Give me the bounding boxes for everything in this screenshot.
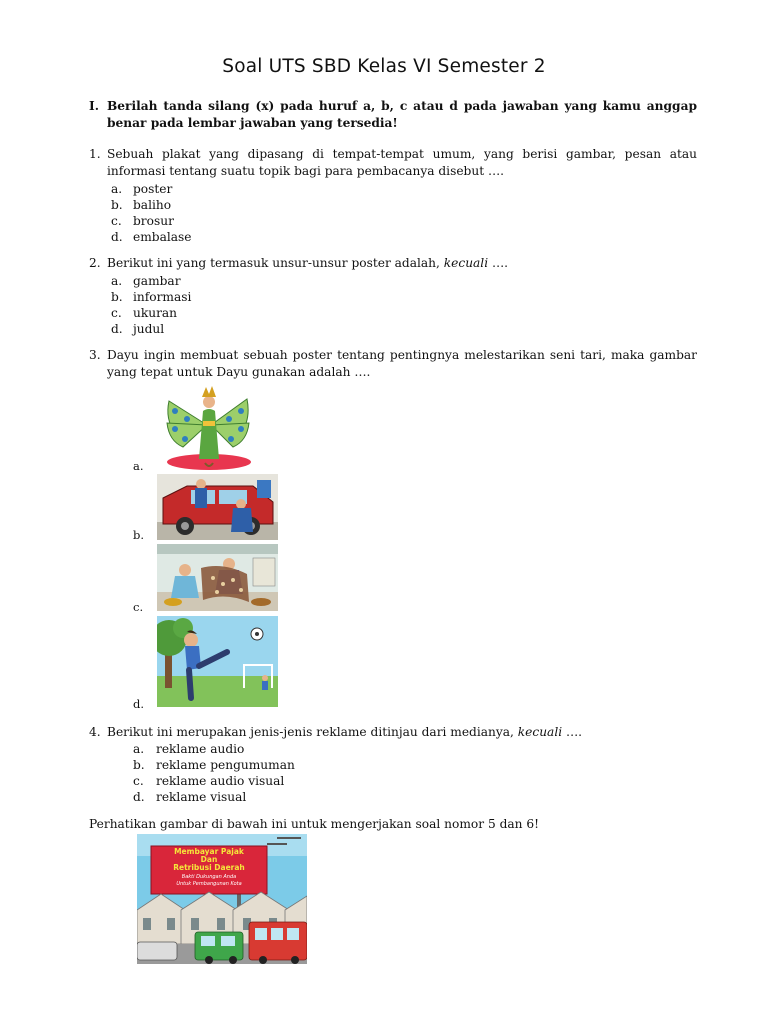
option-letter: b.	[111, 198, 123, 212]
option-text: gambar	[133, 274, 181, 288]
question-2	[89, 255, 697, 337]
option-text: brosur	[133, 214, 174, 228]
option-text: reklame audio visual	[156, 774, 285, 788]
option-text: reklame pengumuman	[156, 758, 295, 772]
instruction-number: I.	[89, 99, 99, 113]
option-b[interactable]	[89, 289, 697, 305]
option-letter: b.	[133, 758, 145, 772]
option-letter: c.	[133, 774, 144, 788]
billboard-line-2: Dan	[200, 855, 218, 864]
option-b[interactable]	[89, 757, 697, 773]
question-4	[89, 724, 697, 805]
question-text-part: ….	[488, 256, 509, 270]
car-repair-illustration	[157, 474, 278, 540]
option-letter: a.	[111, 274, 123, 288]
question-emphasis: kecuali	[443, 256, 489, 270]
question-text	[107, 724, 697, 741]
option-c-image[interactable]	[157, 544, 278, 611]
billboard-line-4: Bakti Dukungan Anda	[181, 874, 237, 880]
option-d-image[interactable]	[157, 616, 278, 707]
option-a[interactable]	[89, 741, 697, 757]
option-letter: d.	[111, 322, 123, 336]
question-text-part: Berikut ini yang termasuk unsur-unsur poster adalah,	[107, 256, 444, 270]
question-number: 3.	[89, 348, 101, 362]
option-list	[89, 741, 697, 805]
instruction	[89, 98, 697, 132]
option-a[interactable]	[89, 181, 697, 197]
instruction-note: Perhatikan gambar di bawah ini untuk mengerjakan soal nomor 5 dan 6!	[89, 817, 540, 831]
option-a-image[interactable]	[163, 385, 251, 471]
question-emphasis: kecuali	[517, 725, 563, 739]
option-c[interactable]	[89, 773, 697, 789]
option-text: reklame audio	[156, 742, 245, 756]
option-c-letter: c.	[133, 600, 144, 614]
option-letter: c.	[111, 214, 122, 228]
boy-kicking-ball-illustration	[157, 616, 278, 707]
option-d-letter: d.	[133, 697, 145, 711]
option-d[interactable]	[89, 789, 697, 805]
option-letter: d.	[111, 230, 123, 244]
question-number: 2.	[89, 256, 101, 270]
option-b-letter: b.	[133, 528, 145, 542]
option-b[interactable]	[89, 197, 697, 213]
question-text-part: ….	[562, 725, 583, 739]
question-number: 1.	[89, 147, 101, 161]
option-c[interactable]	[89, 213, 697, 229]
option-list	[89, 181, 697, 245]
question-text-part: Berikut ini merupakan jenis-jenis reklame ditinjau dari medianya,	[107, 725, 518, 739]
question-text: Sebuah plakat yang dipasang di tempat-tempat umum, yang berisi gambar, pesan atau informasi tentang suatu topik bagi para pembacanya disebut ….	[107, 147, 697, 178]
question-number: 4.	[89, 725, 101, 739]
question-1	[89, 146, 697, 245]
option-text: poster	[133, 182, 173, 196]
option-d[interactable]	[89, 321, 697, 337]
option-letter: d.	[133, 790, 145, 804]
option-text: judul	[133, 322, 165, 336]
billboard-line-5: Untuk Pembangunan Kota	[176, 881, 242, 887]
option-text: baliho	[133, 198, 172, 212]
question-3	[89, 347, 697, 381]
option-letter: c.	[111, 306, 122, 320]
peacock-dancer-illustration	[163, 385, 251, 471]
instruction-text: Berilah tanda silang (x) pada huruf a, b, c atau d pada jawaban yang kamu anggap benar pada lembar jawaban yang tersedia!	[107, 99, 697, 130]
question-text	[107, 255, 697, 272]
option-list	[89, 273, 697, 337]
page-title: Soal UTS SBD Kelas VI Semester 2	[222, 56, 546, 77]
option-a-letter: a.	[133, 459, 144, 473]
option-text: embalase	[133, 230, 192, 244]
option-text: ukuran	[133, 306, 178, 320]
option-letter: a.	[111, 182, 123, 196]
option-text: informasi	[133, 290, 192, 304]
billboard-line-3: Retribusi Daerah	[173, 863, 245, 872]
billboard-line-1: Membayar Pajak	[174, 847, 244, 856]
billboard-street-illustration	[137, 834, 307, 964]
billboard-image	[137, 834, 307, 964]
option-letter: b.	[111, 290, 123, 304]
option-letter: a.	[133, 742, 145, 756]
option-b-image[interactable]	[157, 474, 278, 540]
batik-makers-illustration	[157, 544, 278, 611]
option-text: reklame visual	[156, 790, 247, 804]
question-text: Dayu ingin membuat sebuah poster tentang pentingnya melestarikan seni tari, maka gambar yang tepat untuk Dayu gunakan adalah ….	[107, 348, 697, 379]
option-d[interactable]	[89, 229, 697, 245]
option-a[interactable]	[89, 273, 697, 289]
option-c[interactable]	[89, 305, 697, 321]
